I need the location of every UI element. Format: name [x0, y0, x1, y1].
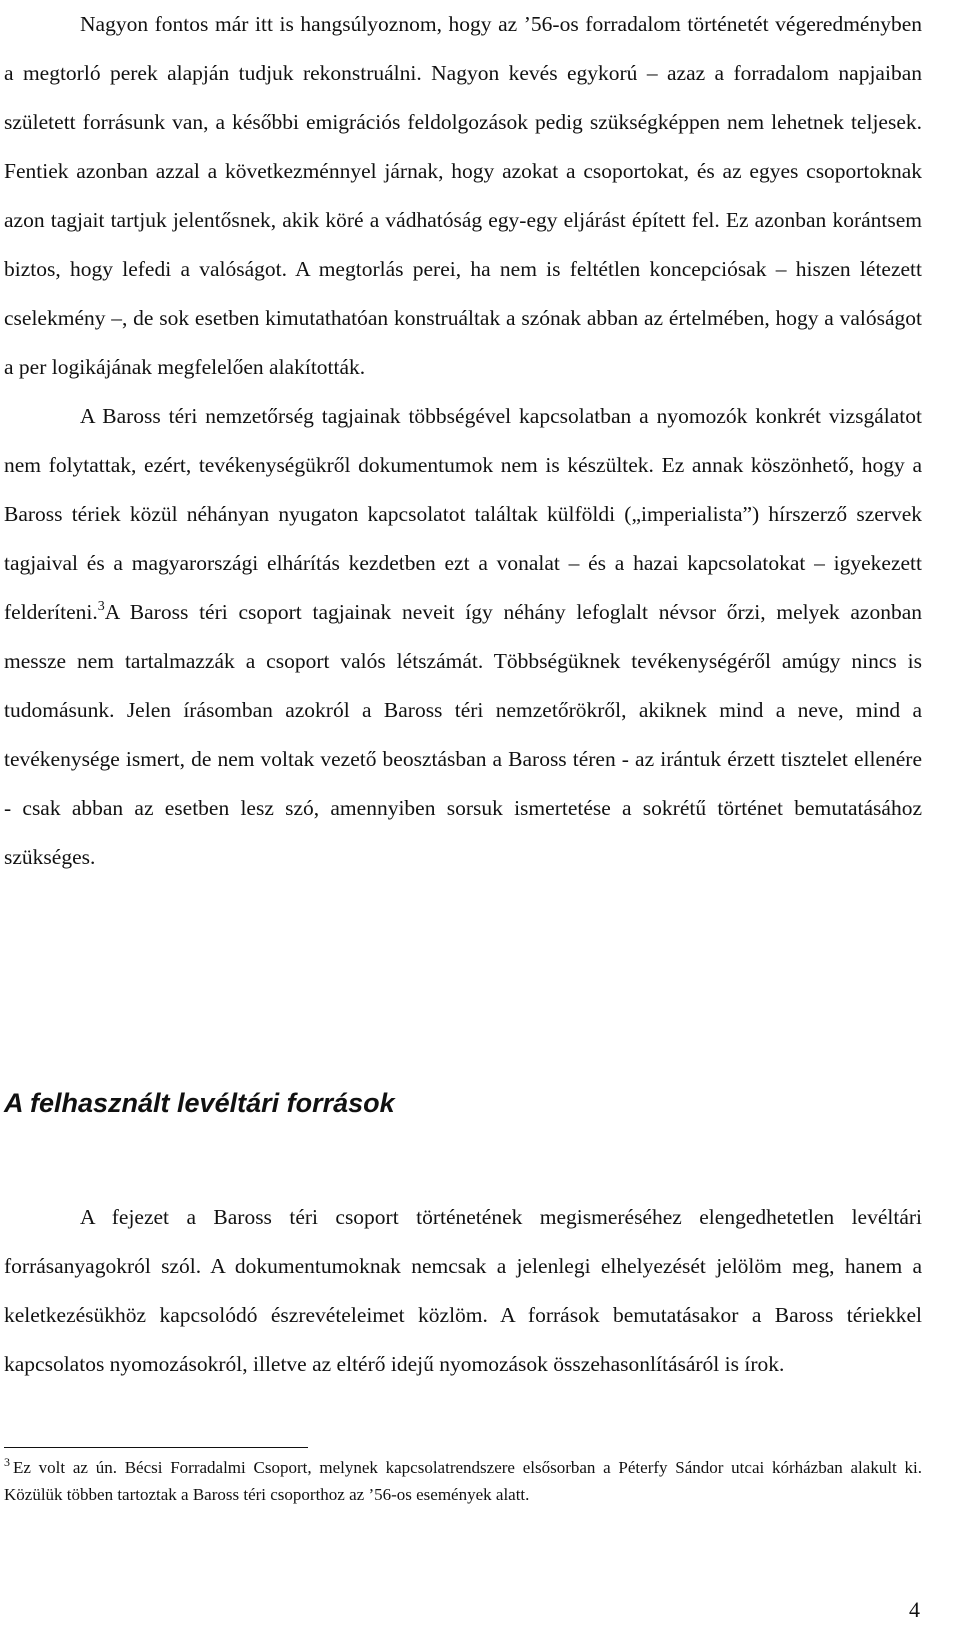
- document-page: [4, 0, 922, 882]
- body-paragraph-2: [4, 392, 922, 882]
- body-paragraph-2-part-2: A Baross téri csoport tagjainak neveit így néhány lefoglalt névsor őrzi, melyek azonban messze nem tartalmazzák a csoport valós létszámát. Többségüknek tevékenységéről amúgy nincs is tudomásunk. Jelen írásomban azokról a Baross téri nemzetőrökről, akiknek mind a neve, mind a tevékenysége ismert, de nem voltak vezető beosztásban a Baross téren - az irántuk érzett tisztelet ellenére - csak abban az esetben lesz szó, amennyiben sorsuk ismertetése a sokrétű történet bemutatásához szükséges.: [4, 600, 922, 869]
- footnote-marker: 3: [4, 1455, 10, 1469]
- footnote: [4, 1454, 922, 1508]
- page-number: 4: [909, 1597, 920, 1622]
- footnote-reference[interactable]: 3: [97, 599, 105, 614]
- body-paragraph-2-part-1: A Baross téri nemzetőrség tagjainak többségével kapcsolatban a nyomozók konkrét vizsgálatot nem folytattak, ezért, tevékenységükről dokumentumok nem is készültek. Ez annak köszönhető, hogy a Baross tériek közül néhányan nyugaton kapcsolatot találtak külföldi („imperialista”) hírszerző szervek tagjaival és a magyarországi elhárítás kezdetben ezt a vonalat – és a hazai kapcsolatokat – igyekezett felderíteni.: [4, 404, 922, 624]
- section-body: [4, 1193, 922, 1389]
- footnote-divider: [4, 1447, 308, 1448]
- section-heading: A felhasznált levéltári források: [4, 1088, 395, 1118]
- footnote-text: Ez volt az ún. Bécsi Forradalmi Csoport, melynek kapcsolatrendszere elsősorban a Péterfy Sándor utcai kórházban alakult ki. Közülük többen tartoztak a Baross téri csoporthoz az ’56-os események alatt.: [4, 1458, 922, 1504]
- body-paragraph-1: Nagyon fontos már itt is hangsúlyoznom, hogy az ’56-os forradalom történetét végeredményben a megtorló perek alapján tudjuk rekonstruálni. Nagyon kevés egykorú – azaz a forradalom napjaiban született forrásunk van, a későbbi emigrációs feldolgozások pedig szükségképpen nem lehetnek teljesek. Fentiek azonban azzal a következménnyel járnak, hogy azokat a csoportokat, és az egyes csoportoknak azon tagjait tartjuk jelentősnek, akik köré a vádhatóság egy-egy eljárást épített fel. Ez azonban korántsem biztos, hogy lefedi a valóságot. A megtorlás perei, ha nem is feltétlen koncepciósak – hiszen létezett cselekmény –, de sok esetben kimutathatóan konstruáltak a szónak abban az értelmében, hogy a valóságot a per logikájának megfelelően alakították.: [4, 12, 922, 379]
- section-paragraph: A fejezet a Baross téri csoport történetének megismeréséhez elengedhetetlen levéltári forrásanyagokról szól. A dokumentumoknak nemcsak a jelenlegi elhelyezését jelölöm meg, hanem a keletkezésükhöz kapcsolódó észrevételeimet közlöm. A források bemutatásakor a Baross tériekkel kapcsolatos nyomozásokról, illetve az eltérő idejű nyomozások összehasonlításáról is írok.: [4, 1205, 922, 1376]
